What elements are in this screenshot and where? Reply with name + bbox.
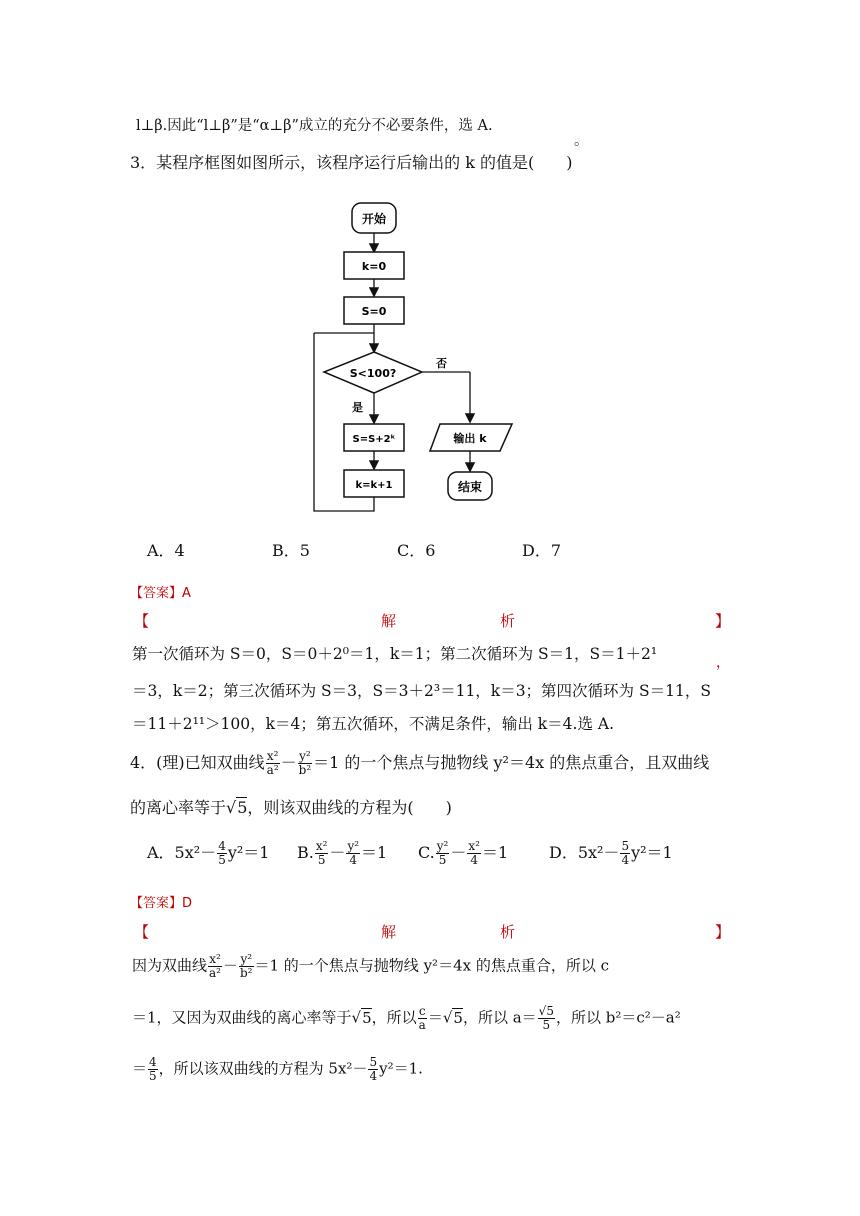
q4-option-b: B. $\frac{\text{x²}}{5}$ － $\frac{\text{y²}}{4}$ ＝1	[297, 839, 388, 867]
decision-label: S<100?	[349, 367, 397, 380]
q4-sqrt5: 5	[237, 798, 248, 817]
q4-option-a: A．5x²－ $\frac{4}{5}$ y²＝1	[147, 839, 270, 867]
q3-option-d: D．7	[522, 541, 562, 560]
q4-jiexi-open: 【	[134, 923, 150, 941]
q4-option-c: C. $\frac{\text{y²}}{5}$ － $\frac{\text{x²}}{4}$ ＝1	[418, 839, 509, 867]
flowchart	[300, 195, 520, 515]
q3-option-b: B．5	[272, 541, 310, 560]
output-label: 输出 k	[453, 432, 487, 445]
prev-solution-line	[136, 114, 493, 135]
q4-solution-line3: ＝ $\frac{4}{5}$ ，所以该双曲线的方程为 5x²－ $\frac{5}{4}$ y²＝1.	[132, 1055, 423, 1083]
q4-rest1: ＝1 的一个焦点与抛物线 y²＝4x 的焦点重合，且双曲线	[313, 753, 710, 772]
yes-label: 是	[352, 401, 363, 414]
q4-stem-line1: 4．(理)已知双曲线 $\frac{\text{x²}}{\text{a²}}$ － $\frac{\text{y²}}{\text{b²}}$ ＝1 的一个焦点与抛物线 y²＝4x 的焦点重合，且双曲线	[130, 749, 710, 777]
q4-jiexi-char1: 解	[381, 923, 397, 941]
no-label: 否	[436, 357, 447, 370]
init-k-label: k=0	[361, 260, 387, 273]
q4-option-d: D．5x²－ $\frac{5}{4}$ y²＝1	[549, 839, 673, 867]
q3-jiexi-char1: 解	[381, 612, 397, 630]
q3-jiexi-char2: 析	[500, 612, 516, 630]
q3-solution-line1: 第一次循环为 S＝0，S＝0＋2⁰＝1，k＝1；第二次循环为 S＝1，S＝1＋2¹	[132, 645, 658, 663]
q3-answer: 【答案】A	[130, 586, 191, 601]
init-s-label: S=0	[361, 305, 387, 318]
q4-prefix: 4．(理)已知双曲线	[130, 753, 265, 772]
q4-solution-line2: ＝1，又因为双曲线的离心率等于√5，所以 $\frac{c}{a}$ ＝√5，所以 a＝ $\frac{√5}{5}$ ，所以 b²＝c²－a²	[132, 1004, 681, 1032]
q4-jiexi-char2: 析	[500, 923, 516, 941]
update-k-label: k=k+1	[355, 480, 393, 491]
q3-option-c: C．6	[397, 541, 436, 560]
q4-stem-line2: 的离心率等于√5，则该双曲线的方程为( )	[130, 798, 452, 817]
q3-jiexi-open: 【	[134, 612, 150, 630]
dot-mark: 。	[574, 133, 589, 149]
start-label: 开始	[361, 212, 387, 226]
q3-solution-line3: ＝11＋2¹¹＞100，k＝4；第五次循环，不满足条件，输出 k＝4.选 A.	[132, 715, 615, 733]
q4-frac-x: $\frac{\text{x²}}{\text{a²}}$	[266, 749, 279, 777]
q4-line2b: ，则该双曲线的方程为( )	[247, 798, 452, 817]
prev-solution-text: l⊥β.因此“l⊥β”是“α⊥β”成立的充分不必要条件，选 A.	[136, 118, 493, 134]
q3-stem: 3．某程序框图如图所示，该程序运行后输出的 k 的值是( )	[130, 153, 573, 172]
q3-option-a: A．4	[147, 541, 185, 560]
q4-frac-y: $\frac{\text{y²}}{\text{b²}}$	[298, 749, 312, 777]
q4-line2a: 的离心率等于	[130, 798, 227, 817]
end-label: 结束	[457, 480, 483, 494]
q4-jiexi-close: 】	[715, 923, 731, 941]
q3-jiexi-close: 】	[715, 612, 731, 630]
q3-solution-line2: ＝3，k＝2；第三次循环为 S＝3，S＝3＋2³＝11，k＝3；第四次循环为 S＝11，S	[132, 682, 711, 700]
q4-answer: 【答案】D	[130, 896, 193, 911]
q4-solution-line1: 因为双曲线 $\frac{\text{x²}}{\text{a²}}$ － $\frac{\text{y²}}{\text{b²}}$ ＝1 的一个焦点与抛物线 y²＝4x 的焦点重合，所以 c	[132, 952, 610, 980]
update-s-label: S=S+2ᵏ	[352, 434, 396, 445]
q3-solution-mark: ，	[716, 655, 730, 671]
